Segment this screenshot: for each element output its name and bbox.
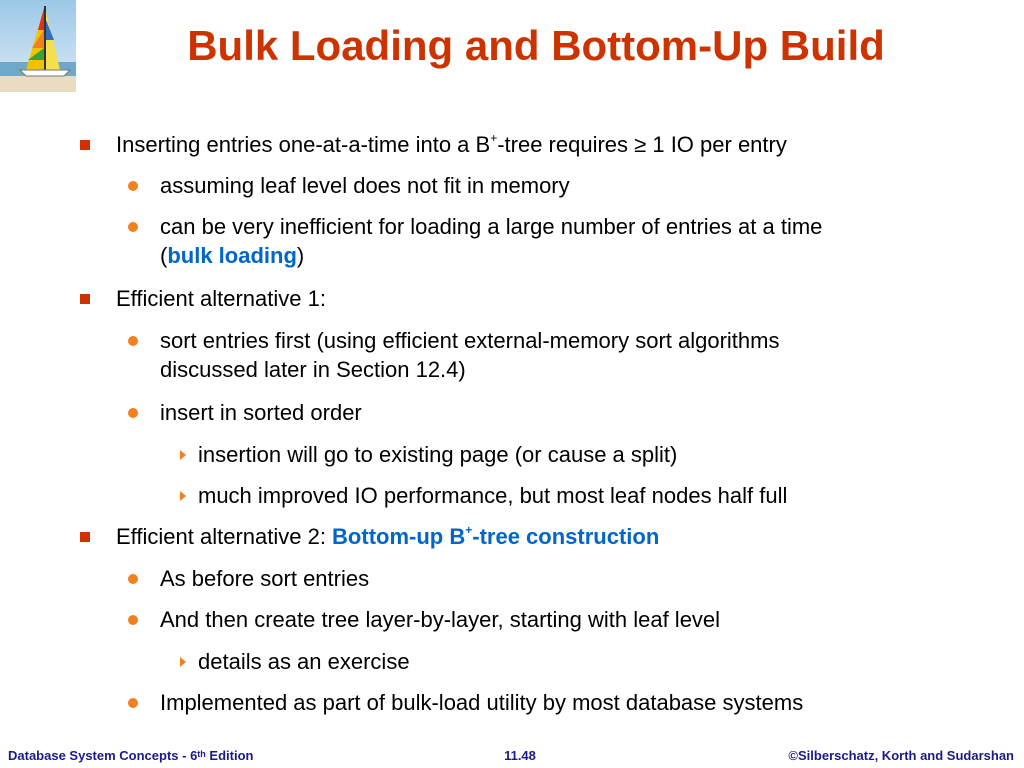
list-item: can be very inefficient for loading a large number of entries at a time (bulk loading) — [160, 212, 980, 270]
sailboat-logo-icon — [0, 0, 76, 92]
square-bullet-icon — [80, 532, 90, 542]
dot-bullet-icon — [128, 408, 138, 418]
list-item: sort entries first (using efficient external-memory sort algorithms discussed later in Section 12.4) — [160, 326, 980, 384]
footer-book-title: Database System Concepts - 6th Edition — [8, 748, 254, 763]
dot-bullet-icon — [128, 222, 138, 232]
list-item: insertion will go to existing page (or cause a split) — [198, 440, 978, 469]
square-bullet-icon — [80, 140, 90, 150]
list-item: As before sort entries — [160, 564, 980, 593]
list-item: much improved IO performance, but most leaf nodes half full — [198, 481, 978, 510]
triangle-bullet-icon — [180, 450, 186, 460]
triangle-bullet-icon — [180, 657, 186, 667]
list-item: assuming leaf level does not fit in memory — [160, 171, 980, 200]
footer-copyright: ©Silberschatz, Korth and Sudarshan — [788, 748, 1014, 763]
list-item: details as an exercise — [198, 647, 978, 676]
list-item: And then create tree layer-by-layer, starting with leaf level — [160, 605, 980, 634]
bottom-up-construction-term: Bottom-up B+-tree construction — [332, 523, 660, 549]
triangle-bullet-icon — [180, 491, 186, 501]
dot-bullet-icon — [128, 615, 138, 625]
bulk-loading-term: bulk loading — [167, 243, 297, 268]
square-bullet-icon — [80, 294, 90, 304]
dot-bullet-icon — [128, 574, 138, 584]
dot-bullet-icon — [128, 181, 138, 191]
list-item: insert in sorted order — [160, 398, 980, 427]
footer-slide-number: 11.48 — [504, 748, 536, 763]
list-item: Efficient alternative 1: — [116, 284, 996, 313]
page-title: Bulk Loading and Bottom-Up Build — [187, 22, 885, 69]
list-item: Implemented as part of bulk-load utility by most database systems — [160, 688, 980, 717]
list-item: Inserting entries one-at-a-time into a B+-tree requires ≥ 1 IO per entry — [116, 130, 996, 159]
dot-bullet-icon — [128, 698, 138, 708]
dot-bullet-icon — [128, 336, 138, 346]
list-item: Efficient alternative 2: Bottom-up B+-tree construction — [116, 522, 996, 551]
